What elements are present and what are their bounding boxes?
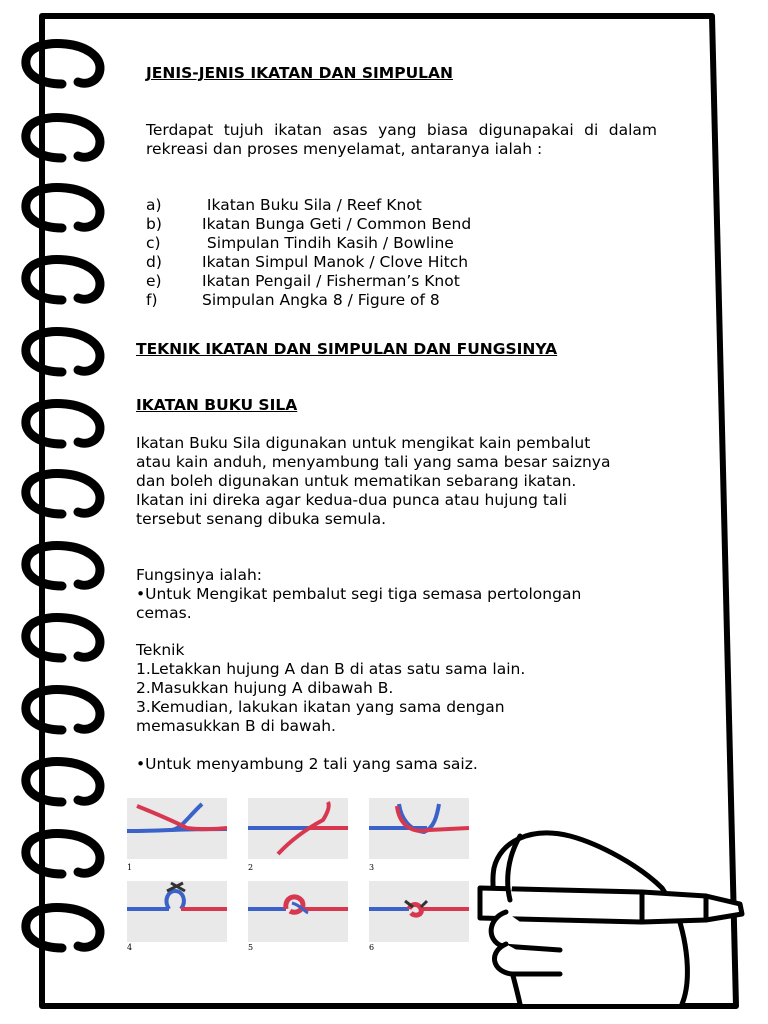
list-marker: d) — [146, 253, 162, 271]
knot-name: Simpulan Angka 8 / Figure of 8 — [202, 291, 440, 309]
knot-name: Ikatan Simpul Manok / Clove Hitch — [202, 253, 469, 271]
function-item-line: •Untuk Mengikat pembalut segi tiga semasa pertolongan — [136, 585, 582, 603]
step-number: 4 — [127, 943, 133, 952]
ring-hole — [80, 565, 92, 575]
knot-list-item — [146, 253, 468, 272]
knot-list-item — [146, 234, 454, 253]
step-number: 5 — [248, 943, 254, 952]
knot-step-photo — [369, 881, 469, 942]
knot-step-photo — [248, 881, 348, 942]
knot-step-photo — [248, 798, 348, 859]
page-heading: JENIS-JENIS IKATAN DAN SIMPULAN — [146, 64, 454, 82]
technique-step: 3.Kemudian, lakukan ikatan yang sama dengan — [136, 698, 505, 716]
knot-step-photo — [369, 798, 469, 859]
ring-hole — [80, 781, 92, 791]
technique-heading: TEKNIK IKATAN DAN SIMPULAN DAN FUNGSINYA — [136, 340, 558, 358]
step-number: 1 — [127, 863, 133, 872]
intro-paragraph: Terdapat tujuh ikatan asas yang biasa digunapakai di dalam rekreasi dan proses menyelamat, antaranya ialah : — [146, 121, 657, 158]
ring-hole — [80, 351, 92, 361]
list-marker: a) — [146, 196, 162, 214]
knot-name: Ikatan Bunga Geti / Common Bend — [202, 215, 472, 233]
technique-step: memasukkan B di bawah. — [136, 717, 336, 735]
knot-list-item — [146, 272, 460, 291]
reef-description-line: Ikatan Buku Sila digunakan untuk mengikat kain pembalut — [136, 434, 591, 452]
list-marker: b) — [146, 215, 162, 233]
function-item-line: cemas. — [136, 604, 192, 622]
knot-step-photo — [127, 881, 227, 942]
knot-name: Ikatan Pengail / Fisherman’s Knot — [202, 272, 460, 290]
reef-description-line: dan boleh digunakan untuk mematikan sebarang ikatan. — [136, 472, 577, 490]
knot-name: Ikatan Buku Sila / Reef Knot — [202, 196, 422, 214]
step-number: 2 — [248, 863, 254, 872]
step-number: 6 — [369, 943, 375, 952]
ring-hole — [80, 279, 92, 289]
knot-step-photo — [127, 798, 227, 859]
reef-description-line: tersebut senang dibuka semula. — [136, 510, 386, 528]
list-marker: f) — [146, 291, 158, 309]
ring-hole — [80, 493, 92, 503]
ring-hole — [80, 927, 92, 937]
ring-hole — [80, 423, 92, 433]
knot-list-item — [146, 196, 422, 215]
reef-description-line: Ikatan ini direka agar kedua-dua punca atau hujung tali — [136, 491, 568, 509]
reef-knot-heading: IKATAN BUKU SILA — [136, 396, 298, 414]
knot-list-item — [146, 291, 440, 310]
ring-hole — [80, 709, 92, 719]
technique-step: 1.Letakkan hujung A dan B di atas satu sama lain. — [136, 660, 526, 678]
ring-hole — [80, 853, 92, 863]
knot-name: Simpulan Tindih Kasih / Bowline — [202, 234, 454, 252]
ring-hole — [80, 637, 92, 647]
knot-list-item — [146, 215, 471, 234]
function-label: Fungsinya ialah: — [136, 566, 263, 584]
technique-label: Teknik — [136, 641, 185, 659]
list-marker: c) — [146, 234, 161, 252]
list-marker: e) — [146, 272, 162, 290]
ring-hole — [80, 137, 92, 147]
reef-description-line: atau kain anduh, menyambung tali yang sama besar saiznya — [136, 453, 611, 471]
ring-hole — [80, 207, 92, 217]
ring-hole — [80, 63, 92, 73]
function-item-line: •Untuk menyambung 2 tali yang sama saiz. — [136, 755, 478, 773]
step-number: 3 — [369, 863, 375, 872]
technique-step: 2.Masukkan hujung A dibawah B. — [136, 679, 394, 697]
